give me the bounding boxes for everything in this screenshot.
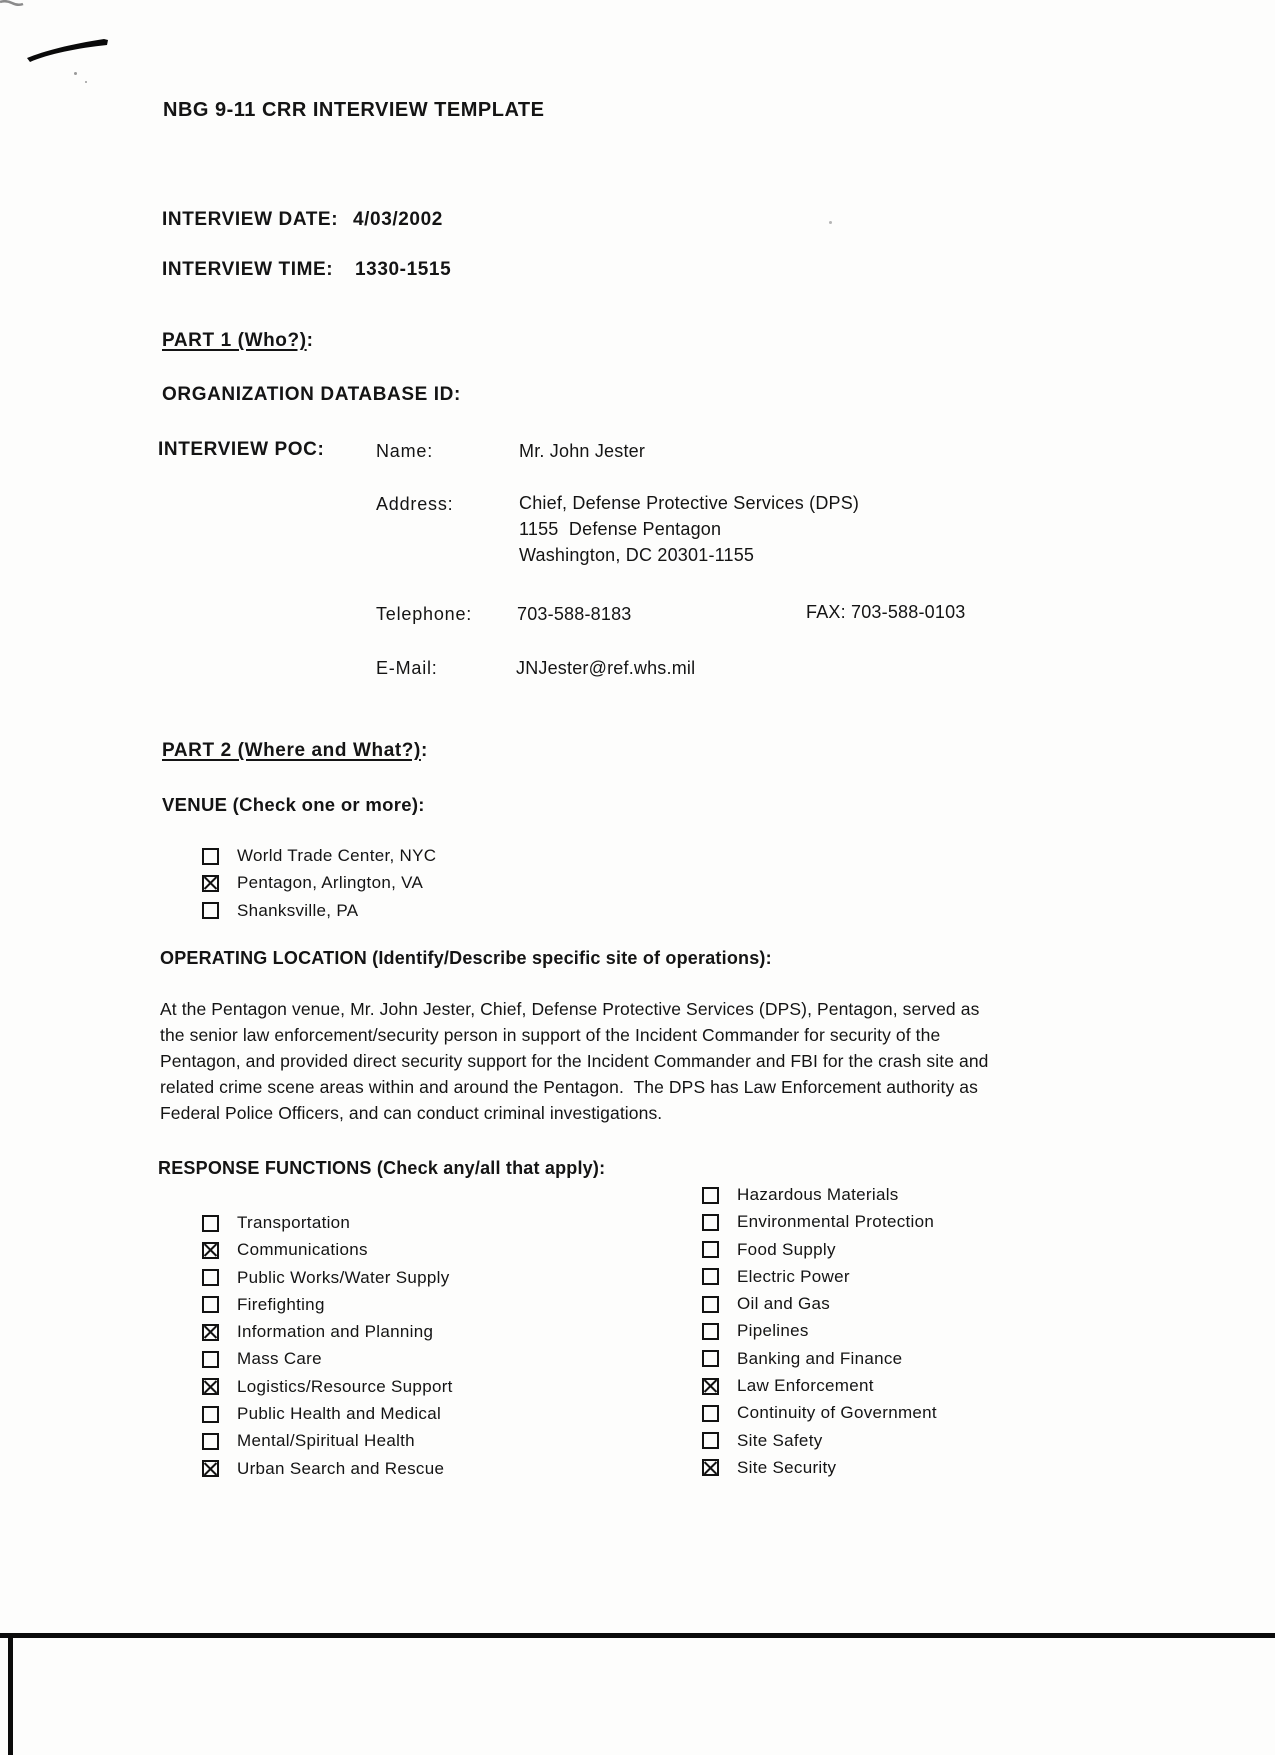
checkbox-row xyxy=(702,1457,937,1479)
checkbox-label: Site Security xyxy=(737,1457,837,1477)
address-value xyxy=(519,490,859,568)
checkbox-label: Law Enforcement xyxy=(737,1376,874,1396)
checkbox-label: Banking and Finance xyxy=(737,1348,903,1368)
unchecked-checkbox[interactable] xyxy=(202,1406,219,1423)
unchecked-checkbox[interactable] xyxy=(702,1323,719,1340)
part1-heading-colon: : xyxy=(306,330,314,351)
checkbox-label: Mental/Spiritual Health xyxy=(237,1431,415,1451)
address-line: 1155 Defense Pentagon xyxy=(519,519,722,539)
checkbox-row xyxy=(702,1348,937,1370)
checkbox-row xyxy=(702,1402,937,1424)
unchecked-checkbox[interactable] xyxy=(702,1432,719,1449)
interview-date-label: INTERVIEW DATE: xyxy=(162,209,339,230)
checked-checkbox[interactable] xyxy=(202,875,219,892)
checkbox-label: Public Works/Water Supply xyxy=(237,1267,450,1287)
paragraph-line: At the Pentagon venue, Mr. John Jester, Chief, Defense Protective Services (DPS), Pentagon, served as xyxy=(160,999,980,1019)
checkbox-label: Public Health and Medical xyxy=(237,1404,442,1424)
checked-checkbox[interactable] xyxy=(202,1460,219,1477)
email-value: JNJester@ref.whs.mil xyxy=(516,658,696,678)
checkbox-row xyxy=(202,1267,453,1289)
checkbox-label: World Trade Center, NYC xyxy=(237,846,437,865)
checked-checkbox[interactable] xyxy=(202,1324,219,1341)
email-label: E-Mail: xyxy=(376,658,438,678)
checkbox-row xyxy=(202,1348,453,1370)
response-functions-right-checklist xyxy=(702,1184,937,1484)
checkbox-label: Transportation xyxy=(237,1213,351,1232)
interview-date-value: 4/03/2002 xyxy=(353,209,443,230)
checkbox-row xyxy=(702,1184,937,1206)
checked-checkbox[interactable] xyxy=(202,1242,219,1259)
checkbox-row xyxy=(702,1239,937,1261)
name-value: Mr. John Jester xyxy=(519,441,646,461)
organization-database-id-label: ORGANIZATION DATABASE ID: xyxy=(162,384,461,405)
checked-checkbox[interactable] xyxy=(702,1378,719,1395)
venue-checklist xyxy=(202,845,436,927)
unchecked-checkbox[interactable] xyxy=(202,1351,219,1368)
part2-heading-colon: : xyxy=(420,740,428,761)
checkbox-label: Shanksville, PA xyxy=(237,900,359,920)
scan-dot xyxy=(829,221,832,224)
interview-poc-label: INTERVIEW POC: xyxy=(158,439,325,460)
checkbox-label: Communications xyxy=(237,1240,368,1260)
unchecked-checkbox[interactable] xyxy=(702,1187,719,1204)
checkbox-label: Firefighting xyxy=(237,1294,325,1314)
response-functions-left-checklist xyxy=(202,1212,453,1485)
scan-dot xyxy=(85,81,87,83)
unchecked-checkbox[interactable] xyxy=(202,1433,219,1450)
checkbox-row xyxy=(702,1211,937,1233)
unchecked-checkbox[interactable] xyxy=(702,1268,719,1285)
address-label: Address: xyxy=(376,494,454,514)
checkbox-row xyxy=(202,1212,453,1234)
unchecked-checkbox[interactable] xyxy=(202,902,219,919)
fax-value: FAX: 703-588-0103 xyxy=(806,602,966,622)
unchecked-checkbox[interactable] xyxy=(702,1214,719,1231)
checked-checkbox[interactable] xyxy=(202,1378,219,1395)
checkbox-label: Continuity of Government xyxy=(737,1403,937,1423)
unchecked-checkbox[interactable] xyxy=(202,848,219,865)
scan-frame-horizontal-line xyxy=(0,1633,1275,1638)
checkbox-row xyxy=(202,872,436,894)
checkbox-label: Urban Search and Rescue xyxy=(237,1458,445,1478)
checked-checkbox[interactable] xyxy=(702,1459,719,1476)
telephone-value: 703-588-8183 xyxy=(517,604,632,624)
checkbox-label: Food Supply xyxy=(737,1239,836,1259)
scan-dot xyxy=(74,72,77,75)
checkbox-row xyxy=(202,1403,453,1425)
unchecked-checkbox[interactable] xyxy=(202,1215,219,1232)
checkbox-label: Hazardous Materials xyxy=(737,1185,899,1204)
page-title: NBG 9-11 CRR INTERVIEW TEMPLATE xyxy=(163,99,545,121)
unchecked-checkbox[interactable] xyxy=(702,1296,719,1313)
part2-heading-text: PART 2 (Where and What?) xyxy=(162,740,421,761)
checkbox-row xyxy=(202,900,436,922)
part1-heading-text: PART 1 (Who?) xyxy=(162,330,307,351)
scan-marker-swoosh xyxy=(26,36,112,62)
unchecked-checkbox[interactable] xyxy=(702,1241,719,1258)
checkbox-row xyxy=(202,1430,453,1452)
operating-location-text xyxy=(160,996,989,1126)
checkbox-row xyxy=(702,1320,937,1342)
checkbox-label: Mass Care xyxy=(237,1349,322,1369)
paragraph-line: Pentagon, and provided direct security support for the Incident Commander and FBI for the crash site and xyxy=(160,1051,989,1071)
paragraph-line: related crime scene areas within and around the Pentagon. The DPS has Law Enforcement authority as xyxy=(160,1077,978,1097)
checkbox-row xyxy=(702,1430,937,1452)
part1-heading xyxy=(162,330,314,352)
paragraph-line: the senior law enforcement/security person in support of the Incident Commander for security of the xyxy=(160,1025,941,1045)
checkbox-label: Pentagon, Arlington, VA xyxy=(237,873,424,893)
telephone-label: Telephone: xyxy=(376,604,473,624)
address-line: Washington, DC 20301-1155 xyxy=(519,545,755,565)
address-line: Chief, Defense Protective Services (DPS) xyxy=(519,493,860,513)
unchecked-checkbox[interactable] xyxy=(202,1296,219,1313)
checkbox-row xyxy=(202,1294,453,1316)
checkbox-label: Pipelines xyxy=(737,1321,809,1341)
checkbox-row xyxy=(202,845,436,867)
unchecked-checkbox[interactable] xyxy=(702,1405,719,1422)
paragraph-line: Federal Police Officers, and can conduct criminal investigations. xyxy=(160,1103,663,1123)
checkbox-row xyxy=(202,1321,453,1343)
scan-corner-speck xyxy=(0,0,24,12)
checkbox-label: Environmental Protection xyxy=(737,1212,935,1232)
name-label: Name: xyxy=(376,441,434,461)
checkbox-row xyxy=(202,1239,453,1261)
part2-heading xyxy=(162,740,428,762)
venue-heading: VENUE (Check one or more): xyxy=(162,794,425,815)
response-functions-heading: RESPONSE FUNCTIONS (Check any/all that apply): xyxy=(158,1158,606,1178)
checkbox-row xyxy=(702,1266,937,1288)
checkbox-row xyxy=(702,1375,937,1397)
checkbox-row xyxy=(202,1376,453,1398)
interview-time-label: INTERVIEW TIME: xyxy=(162,259,334,280)
checkbox-label: Site Safety xyxy=(737,1430,823,1450)
unchecked-checkbox[interactable] xyxy=(702,1350,719,1367)
checkbox-row xyxy=(202,1458,453,1480)
interview-time-value: 1330-1515 xyxy=(355,259,452,280)
scan-frame-vertical-line xyxy=(8,1636,13,1755)
checkbox-label: Information and Planning xyxy=(237,1322,434,1342)
checkbox-label: Electric Power xyxy=(737,1266,850,1286)
checkbox-label: Oil and Gas xyxy=(737,1294,831,1314)
checkbox-label: Logistics/Resource Support xyxy=(237,1376,453,1396)
unchecked-checkbox[interactable] xyxy=(202,1269,219,1286)
checkbox-row xyxy=(702,1293,937,1315)
operating-location-heading: OPERATING LOCATION (Identify/Describe specific site of operations): xyxy=(160,948,772,968)
